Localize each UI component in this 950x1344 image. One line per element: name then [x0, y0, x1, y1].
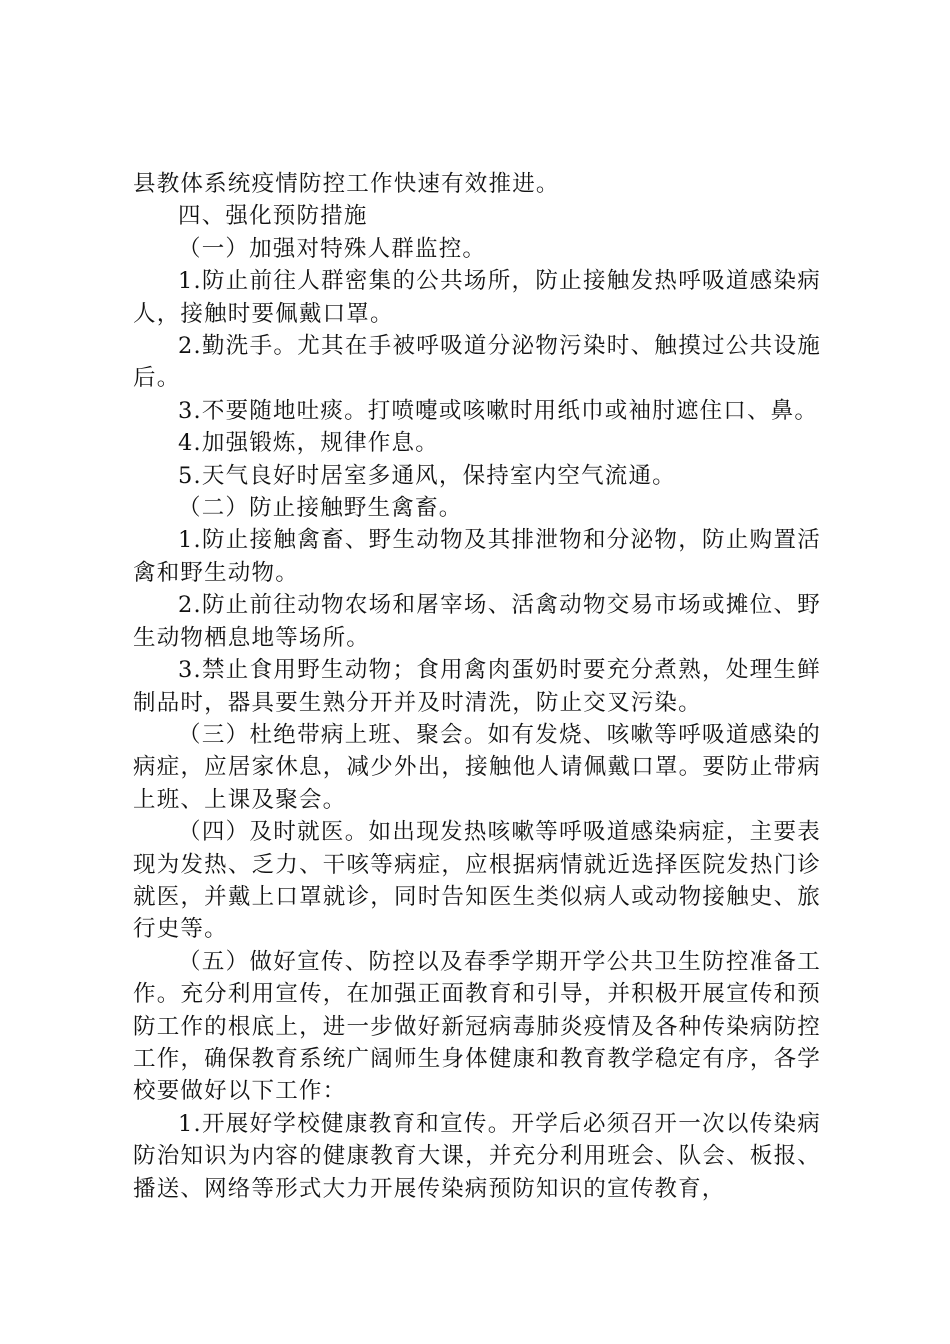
section-heading-4: 四、强化预防措施	[178, 203, 368, 230]
list-item-2-2: 2.防止前往动物农场和屠宰场、活禽动物交易市场或摊位、野生动物栖息地等场所。	[133, 592, 821, 651]
subsection-heading-2: （二）防止接触野生禽畜。	[178, 495, 463, 522]
list-item-1-3: 3.不要随地吐痰。打喷嚏或咳嗽时用纸巾或袖肘遮住口、鼻。	[178, 397, 819, 424]
subsection-4-paragraph: （四）及时就医。如出现发热咳嗽等呼吸道感染病症，主要表现为发热、乏力、干咳等病症，应根据病情就近选择医院发热门诊就医，并戴上口罩就诊，同时告知医生类似病人或动物接触史、旅行史等。	[133, 819, 821, 943]
document-body	[133, 168, 821, 1205]
list-item-1-2: 2.勤洗手。尤其在手被呼吸道分泌物污染时、触摸过公共设施后。	[133, 333, 821, 392]
list-item-1-1: 1.防止前往人群密集的公共场所，防止接触发热呼吸道感染病人，接触时要佩戴口罩。	[133, 268, 821, 327]
subsection-3-paragraph: （三）杜绝带病上班、聚会。如有发烧、咳嗽等呼吸道感染的病症，应居家休息，减少外出，接触他人请佩戴口罩。要防止带病上班、上课及聚会。	[133, 721, 821, 813]
list-item-2-3: 3.禁止食用野生动物；食用禽肉蛋奶时要充分煮熟，处理生鲜制品时，器具要生熟分开并及时清洗，防止交叉污染。	[133, 657, 821, 716]
subsection-5-paragraph: （五）做好宣传、防控以及春季学期开学公共卫生防控准备工作。充分利用宣传，在加强正面教育和引导，并积极开展宣传和预防工作的根底上，进一步做好新冠病毒肺炎疫情及各种传染病防控工作，确保教育系统广阔师生身体健康和教育教学稳定有序，各学校要做好以下工作：	[133, 948, 821, 1105]
list-item-1-4: 4.加强锻炼，规律作息。	[178, 430, 439, 457]
list-item-5-1: 1.开展好学校健康教育和宣传。开学后必须召开一次以传染病防治知识为内容的健康教育大课，并充分利用班会、队会、板报、播送、网络等形式大力开展传染病预防知识的宣传教育，	[133, 1110, 821, 1202]
paragraph-continuation: 县教体系统疫情防控工作快速有效推进。	[133, 171, 560, 197]
list-item-1-5: 5.天气良好时居室多通风，保持室内空气流通。	[178, 462, 676, 489]
subsection-heading-1: （一）加强对特殊人群监控。	[178, 235, 487, 262]
list-item-2-1: 1.防止接触禽畜、野生动物及其排泄物和分泌物，防止购置活禽和野生动物。	[133, 527, 821, 586]
